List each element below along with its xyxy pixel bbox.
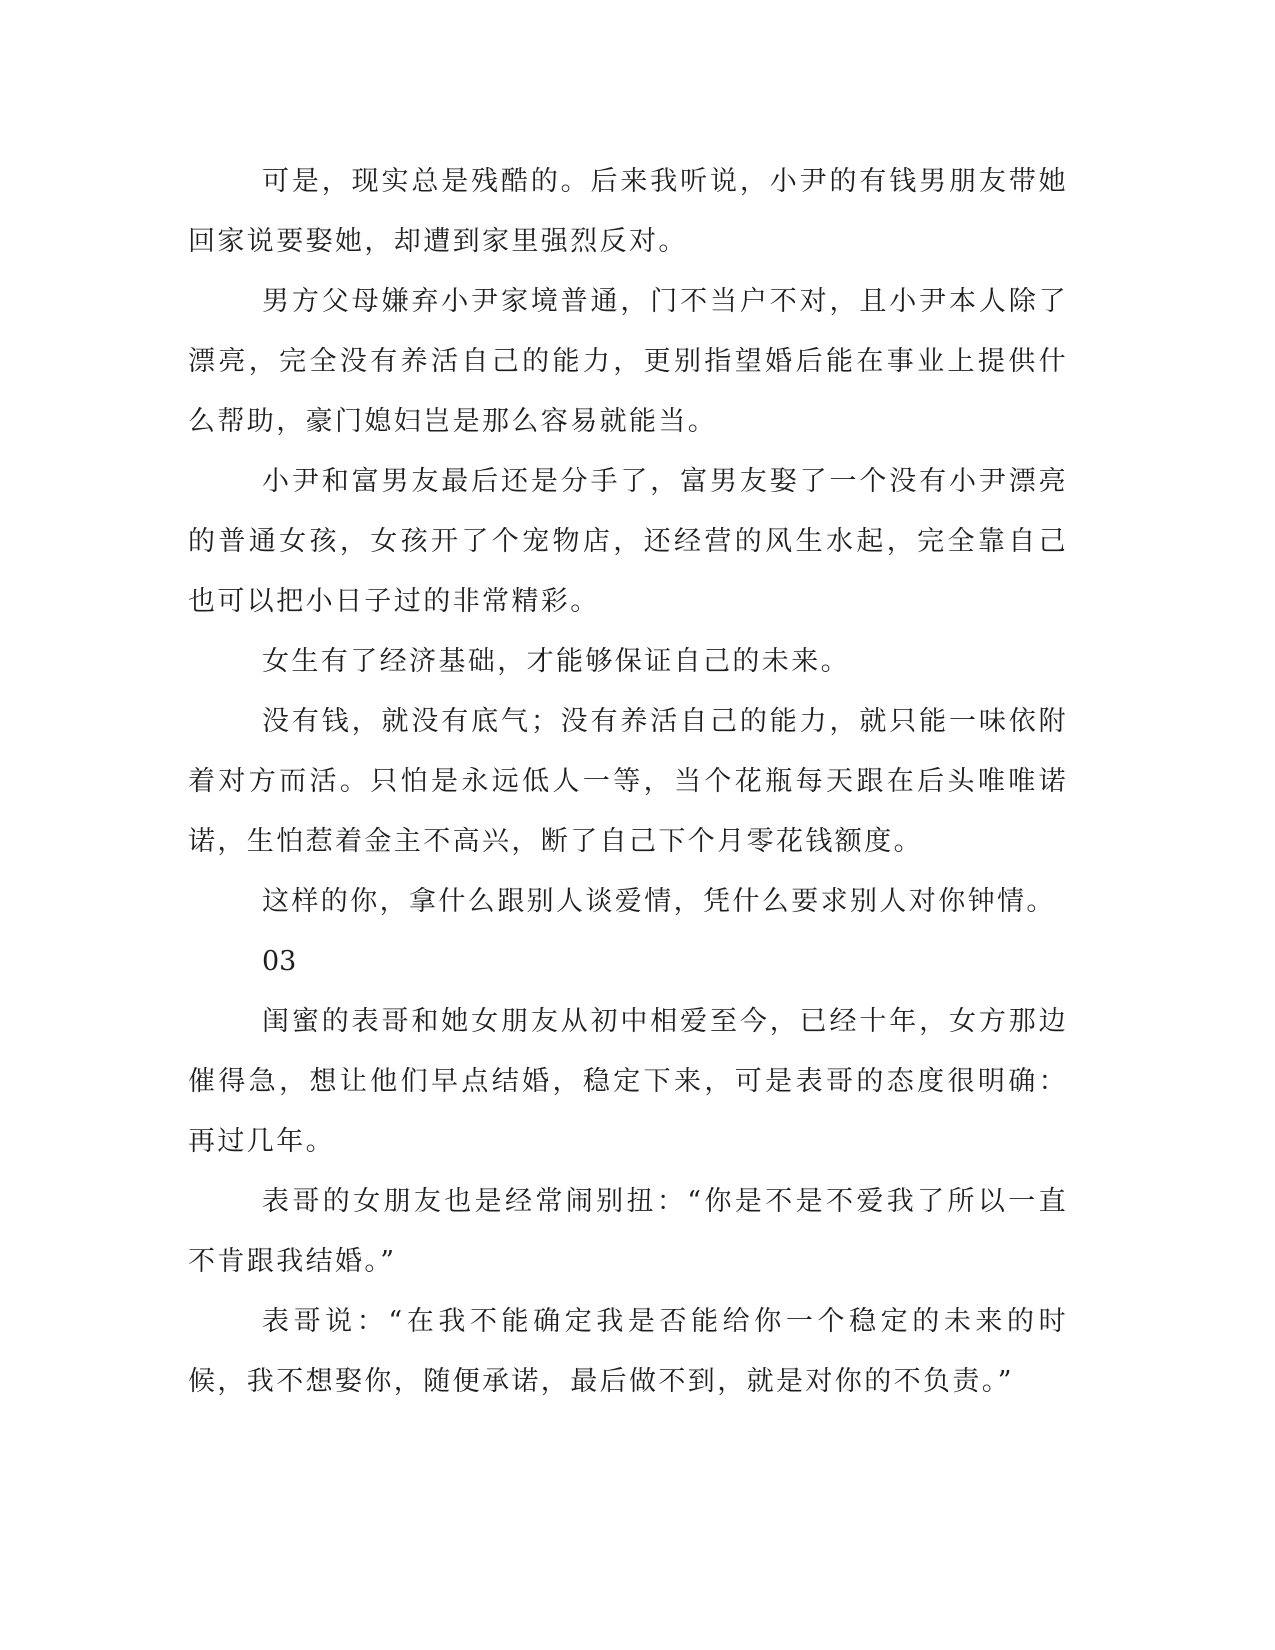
paragraph-8: 表哥的女朋友也是经常闹别扭：“你是不是不爱我了所以一直不肯跟我结婚。” bbox=[188, 1186, 1068, 1277]
section-number: 03 bbox=[262, 946, 297, 977]
paragraph-4: 女生有了经济基础，才能够保证自己的未来。 bbox=[262, 646, 850, 677]
paragraph-7: 闺蜜的表哥和她女朋友从初中相爱至今，已经十年，女方那边催得急，想让他们早点结婚，稳定下来，可是表哥的态度很明确：再过几年。 bbox=[188, 1006, 1068, 1157]
paragraph-1: 可是，现实总是残酷的。后来我听说，小尹的有钱男朋友带她回家说要娶她，却遭到家里强烈反对。 bbox=[188, 166, 1068, 257]
paragraph-2: 男方父母嫌弃小尹家境普通，门不当户不对，且小尹本人除了漂亮，完全没有养活自己的能力，更别指望婚后能在事业上提供什么帮助，豪门媳妇岂是那么容易就能当。 bbox=[188, 286, 1068, 437]
document-page bbox=[188, 152, 1068, 1412]
paragraph-5: 没有钱，就没有底气；没有养活自己的能力，就只能一味依附着对方而活。只怕是永远低人一等，当个花瓶每天跟在后头唯唯诺诺，生怕惹着金主不高兴，断了自己下个月零花钱额度。 bbox=[188, 706, 1068, 857]
paragraph-3: 小尹和富男友最后还是分手了，富男友娶了一个没有小尹漂亮的普通女孩，女孩开了个宠物店，还经营的风生水起，完全靠自己也可以把小日子过的非常精彩。 bbox=[188, 466, 1068, 617]
paragraph-9: 表哥说：“在我不能确定我是否能给你一个稳定的未来的时候，我不想娶你，随便承诺，最后做不到，就是对你的不负责。” bbox=[188, 1306, 1068, 1397]
paragraph-6: 这样的你，拿什么跟别人谈爱情，凭什么要求别人对你钟情。 bbox=[262, 886, 1056, 917]
